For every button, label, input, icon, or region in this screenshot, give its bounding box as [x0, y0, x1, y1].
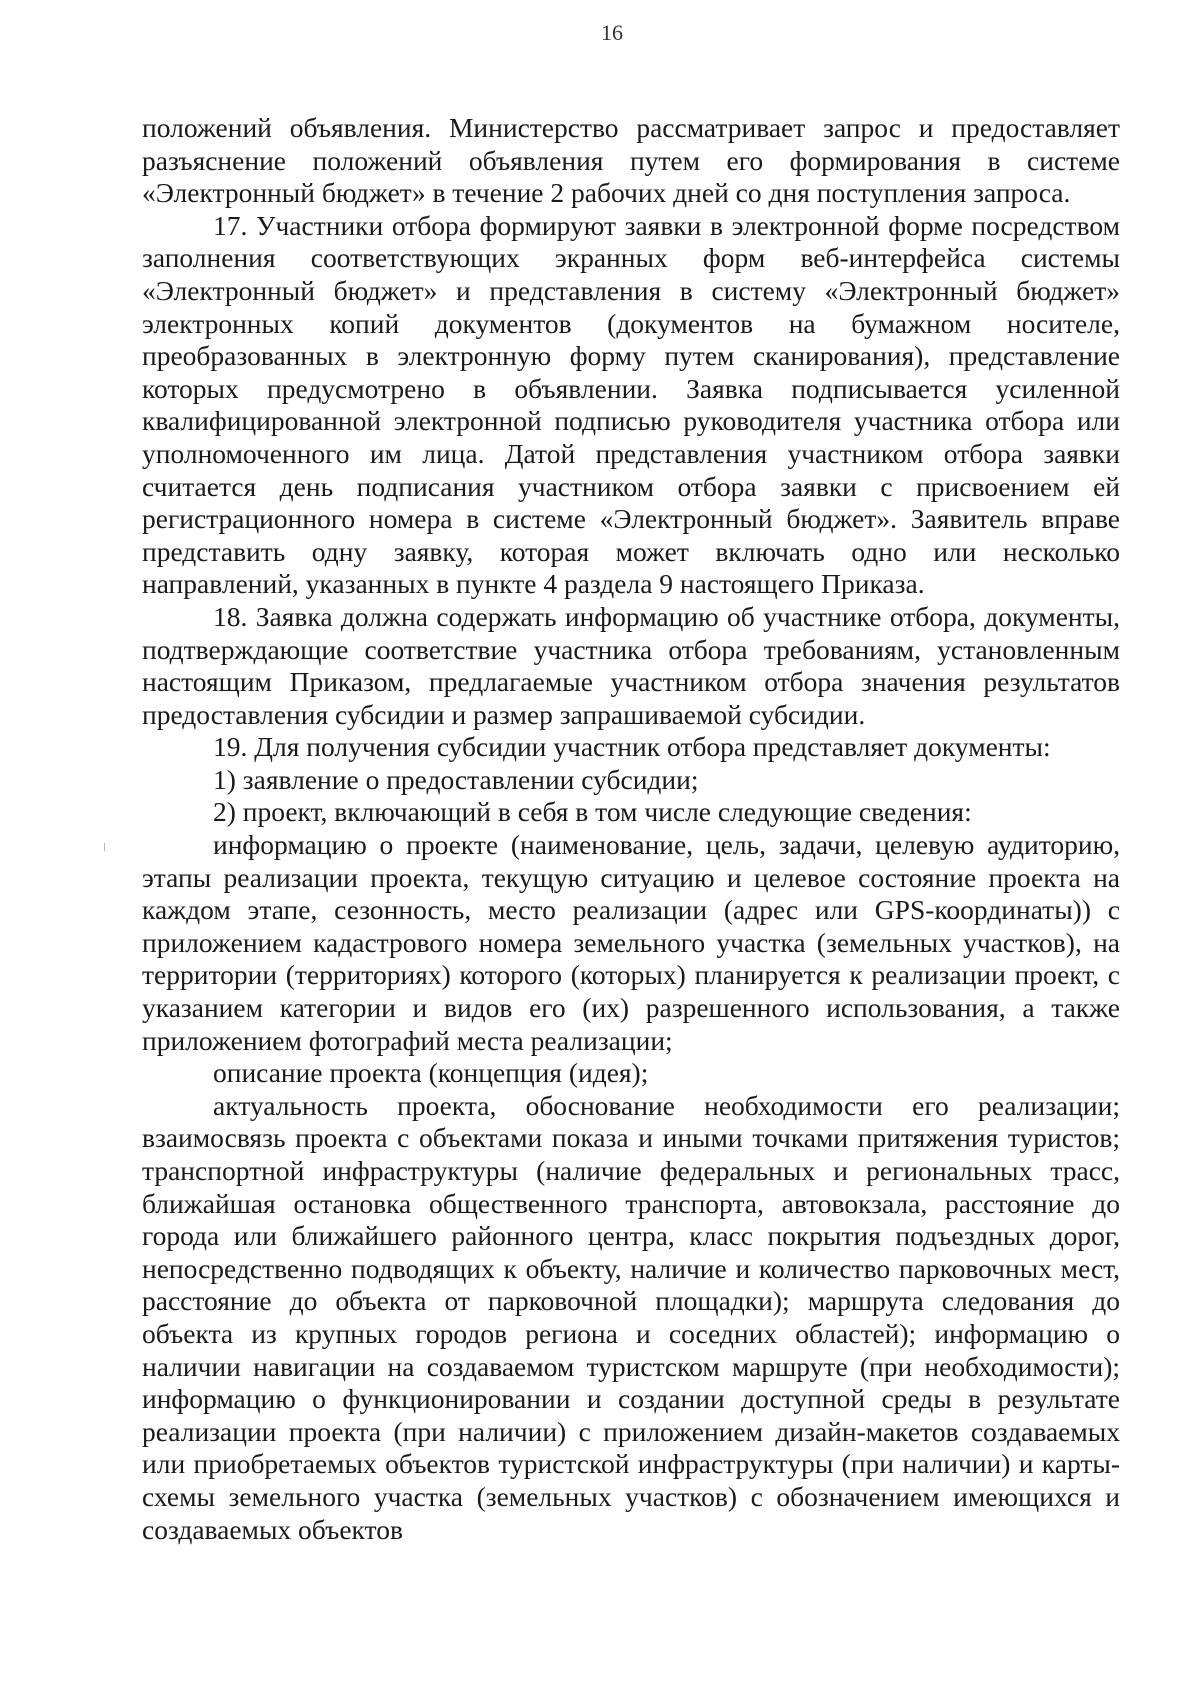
margin-mark: [104, 843, 105, 851]
document-body: [142, 112, 1120, 1546]
paragraph-item-18: 18. Заявка должна содержать информацию об участнике отбора, документы, подтверждающие соответствие участника отбора требованиям, установленным настоящим Приказом, предлагаемые участником отбора значения результатов предоставления субсидии и размер запрашиваемой субсидии.: [142, 600, 1120, 730]
project-description-paragraph: описание проекта (концепция (идея);: [213, 1057, 649, 1089]
project-relevance-paragraph: актуальность проекта, обоснование необходимости его реализации; взаимосвязь проекта с объектами показа и иными точками притяжения туристов; транспортной инфраструктуры (наличие федеральных и региональных трасс, ближайшая остановка общественного транспорта, автовокзала, расстояние до города или ближайшего районного центра, класс покрытия подъездных дорог, непосредственно подводящих к объекту, наличие и количество парковочных мест, расстояние до объекта от парковочной площадки); маршрута следования до объекта из крупных городов региона и соседних областей); информацию о наличии навигации на создаваемом туристском маршруте (при необходимости); информацию о функционировании и создании доступной среды в результате реализации проекта (при наличии) с приложением дизайн-макетов создаваемых или приобретаемых объектов туристской инфраструктуры (при наличии) и карты-схемы земельного участка (земельных участков) с обозначением имеющихся и создаваемых объектов: [142, 1089, 1120, 1545]
paragraph-item-17: 17. Участники отбора формируют заявки в электронной форме посредством заполнения соответствующих экранных форм веб-интерфейса системы «Электронный бюджет» и представления в систему «Электронный бюджет» электронных копий документов (документов на бумажном носителе, преобразованных в электронную форму путем сканирования), представление которых предусмотрено в объявлении. Заявка подписывается усиленной квалифицированной электронной подписью руководителя участника отбора или уполномоченного им лица. Датой представления участником отбора заявки считается день подписания участником отбора заявки с присвоением ей регистрационного номера в системе «Электронный бюджет». Заявитель вправе представить одну заявку, которая может включать одно или несколько направлений, указанных в пункте 4 раздела 9 настоящего Приказа.: [142, 209, 1120, 600]
paragraph-continuation: положений объявления. Министерство рассматривает запрос и предоставляет разъяснение положений объявления путем его формирования в системе «Электронный бюджет» в течение 2 рабочих дней со дня поступления запроса.: [142, 112, 1120, 209]
paragraph-item-19: 19. Для получения субсидии участник отбора представляет документы:: [213, 731, 1051, 763]
project-info-paragraph: информацию о проекте (наименование, цель, задачи, целевую аудиторию, этапы реализации проекта, текущую ситуацию и целевое состояние проекта на каждом этапе, сезонность, место реализации (адрес или GPS-координаты)) с приложением кадастрового номера земельного участка (земельных участков), на территории (территориях) которого (которых) планируется к реализации проект, с указанием категории и видов его (их) разрешенного использования, а также приложением фотографий места реализации;: [142, 829, 1120, 1056]
page-number: 16: [601, 20, 623, 45]
list-item-2: 2) проект, включающий в себя в том числе следующие сведения:: [213, 796, 972, 828]
list-item-1: 1) заявление о предоставлении субсидии;: [213, 763, 699, 795]
